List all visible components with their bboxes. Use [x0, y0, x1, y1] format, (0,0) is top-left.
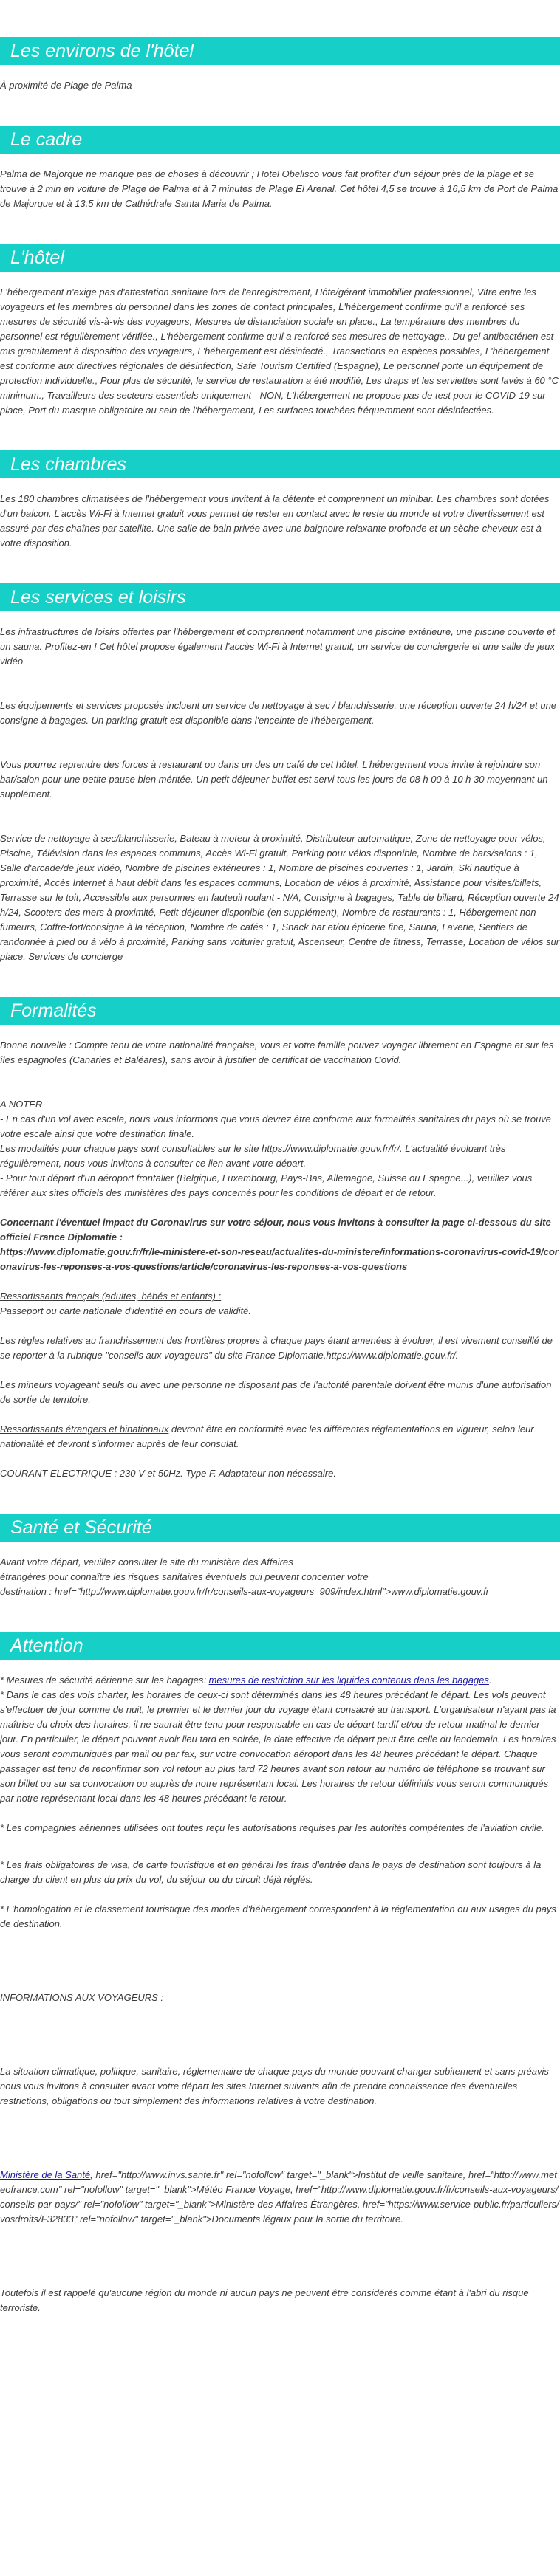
attention-item: * Les compagnies aériennes utilisées ont toutes reçu les autorisations requises par les autorités compétentes de l'aviation civile. [0, 1822, 544, 1833]
section-title-formalites: Formalités [0, 997, 560, 1025]
ressortissants-etrangers-text: devront être en conformité avec les différentes réglementations en vigueur, selon leur nationalité et devront s'informer auprès de leur consulat. [0, 1423, 534, 1449]
ressortissants-etrangers-label: Ressortissants étrangers et binationaux [0, 1423, 169, 1435]
section-title-cadre: Le cadre [0, 126, 560, 154]
section-title-environs: Les environs de l'hôtel [0, 37, 560, 65]
note-item: - Pour tout départ d'un aéroport frontalier (Belgique, Luxembourg, Pays-Bas, Allemagne, Suisse ou Espagne...), veuillez vous référer aux sites officiels des ministères des pays concernés pour les conditions de départ et de retour. [0, 1172, 533, 1198]
note-label: A NOTER [0, 1099, 43, 1110]
section-title-services: Les services et loisirs [0, 583, 560, 611]
sante-line: Avant votre départ, veuillez consulter le site du ministère des Affaires [0, 1556, 293, 1567]
note-item: - En cas d'un vol avec escale, nous vous informons que vous devrez être conforme aux formalités sanitaires du pays où se trouve votre escale ainsi que votre destination finale. [0, 1113, 552, 1139]
section-title-sante: Santé et Sécurité [0, 1514, 560, 1542]
attention-item-bagages [0, 1673, 560, 1688]
hotel-text: L'hébergement n'exige pas d'attestation sanitaire lors de l'enregistrement, Hôte/gérant immobilier professionnel, Vitre entre les voyageurs et les membres du personnel dans les zones de contact principales, L'hébergement confirme qu'il a renforcé ses mesures de sécurité vis-à-vis des voyageurs, Mesures de distanciation sociale en place., La température des membres du personnel est régulièrement vérifiée., L'hébergement confirme qu'il a renforcé ses mesures de nettoyage., Du gel antibactérien est mis gratuitement à disposition des voyageurs, L'hébergement est désinfecté., Transactions en espèces possibles, L'hébergement est conforme aux directives régionales de désinfection, Safe Tourism Certified (Espagne), Le personnel porte un équipement de protection individuelle., Pour plus de sécurité, le service de restauration a été modifié, Les draps et les serviettes sont lavés à 60 °C minimum., Travailleurs des secteurs essentiels uniquement - NON, L'hébergement ne propose pas de test pour le COVID-19 sur place, Port du masque obligatoire au sein de l'hébergement, Les surfaces touchées fréquemment sont désinfectées. [0, 286, 559, 416]
services-paragraph: Les équipements et services proposés incluent un service de nettoyage à sec / blanchisserie, une réception ouverte 24 h/24 et une consigne à bagages. Un parking gratuit est disponible dans l'enceinte de l'hébergement. [0, 700, 557, 726]
attention-item-suffix: . [488, 1675, 492, 1686]
section-content-sante [0, 1555, 560, 1599]
section-title-hotel: L'hôtel [0, 244, 560, 272]
ressortissants-francais-label: Ressortissants français (adultes, bébés et enfants) : [0, 1291, 222, 1302]
section-content-environs [0, 78, 560, 93]
attention-item: * L'homologation et le classement touristique des modes d'hébergement correspondent à la réglementation ou aux usages du pays de destination. [0, 1903, 556, 1929]
ressortissants-francais-text: Passeport ou carte nationale d'identité en cours de validité. [0, 1305, 251, 1316]
section-title-attention: Attention [0, 1632, 560, 1660]
section-hotel [0, 244, 560, 418]
attention-item: * Les frais obligatoires de visa, de carte touristique et en général les frais d'entrée dans le pays de destination sont toujours à la charge du client en plus du prix du vol, du séjour ou du circuit déjà réglés. [0, 1859, 542, 1885]
section-content-services [0, 625, 560, 964]
liquides-restriction-link[interactable]: mesures de restriction sur les liquides contenus dans les bagages [208, 1675, 489, 1686]
sante-line: étrangères pour connaître les risques sanitaires éventuels qui peuvent concerner votre [0, 1571, 369, 1582]
section-content-attention [0, 1673, 560, 2315]
section-content-hotel [0, 285, 560, 418]
section-attention [0, 1632, 560, 2315]
mineurs-text: Les mineurs voyageant seuls ou avec une personne ne disposant pas de l'autorité parentale doivent être munis d'une autorisation de sortie de territoire. [0, 1379, 552, 1405]
coronavirus-link[interactable]: https://www.diplomatie.gouv.fr/fr/le-ministere-et-son-reseau/actualites-du-ministere/informations-coronavirus-covid-19/coronavirus-les-reponses-a-vos-questions/article/coronavirus-les-reponses-a-vos-questions [0, 1246, 559, 1272]
useful-links-text: , href="http://www.invs.sante.fr" rel="nofollow" target="_blank">Institut de veille sanitaire, href="http://www.meteofrance.com" rel="nofollow" target="_blank">Météo France Voyage, href="http://www.diplomatie.gouv.fr/fr/conseils-aux-voyageurs/conseils-par-pays/" rel="nofollow" target="_blank">Ministère des Affaires Étrangères, href="https://www.service-public.fr/particuliers/vosdroits/F32833" rel="nofollow" target="_blank">Documents légaux pour la sortie du territoire. [0, 2169, 559, 2225]
section-environs [0, 37, 560, 93]
info-paragraph: La situation climatique, politique, sanitaire, réglementaire de chaque pays du monde pouvant changer subitement et sans préavis [0, 2066, 549, 2077]
attention-item-prefix: * Mesures de sécurité aérienne sur les bagages: [0, 1675, 209, 1686]
note-item: Les modalités pour chaque pays sont consultables sur le site https://www.diplomatie.gouv.fr/fr/. L'actualité évoluant très régulièrement, nous vous invitons à consulter ce lien avant votre départ. [0, 1143, 506, 1169]
section-formalites [0, 997, 560, 1481]
cadre-text: Palma de Majorque ne manque pas de choses à découvrir ; Hotel Obelisco vous fait profiter d'un séjour près de la plage et se trouve à 2 min en voiture de Plage de Palma et à 7 minutes de Plage El Arenal. Cet hôtel 4,5 se trouve à 16,5 km de Port de Palma de Majorque et à 13,5 km de Cathédrale Santa Maria de Palma. [0, 168, 559, 209]
regles-frontieres: Les règles relatives au franchissement des frontières propres à chaque pays étant amenées à évoluer, il est vivement conseillé de se reporter à la rubrique "conseils aux voyageurs" du site France Diplomatie,https://www.diplomatie.gouv.fr/. [0, 1335, 553, 1361]
courant-electrique: COURANT ELECTRIQUE : 230 V et 50Hz. Type F. Adaptateur non nécessaire. [0, 1468, 336, 1479]
services-paragraph: Vous pourrez reprendre des forces à restaurant ou dans un des un café de cet hôtel. L'hébergement vous invite à rejoindre son bar/salon pour une petite pause bien méritée. Un petit déjeuner buffet est servi tous les jours de 08 h 00 à 10 h 30 moyennant un supplément. [0, 759, 548, 800]
section-services [0, 583, 560, 964]
section-title-chambres: Les chambres [0, 450, 560, 478]
useful-links [0, 2168, 560, 2227]
sante-line: destination : href="http://www.diplomatie.gouv.fr/fr/conseils-aux-voyageurs_909/index.html">www.diplomatie.gouv.fr [0, 1586, 489, 1597]
info-paragraph: nous vous invitons à consulter avant votre départ les sites Internet suivants afin de prendre connaissance des éventuelles restrictions, obligations ou tout simplement des informations relatives à votre destination. [0, 2081, 518, 2106]
section-content-formalites [0, 1038, 560, 1481]
terrorisme-notice: Toutefois il est rappelé qu'aucune région du monde ni aucun pays ne peuvent être considérés comme étant à l'abri du risque terroriste. [0, 2287, 529, 2313]
services-amenities-list: Service de nettoyage à sec/blanchisserie, Bateau à moteur à proximité, Distributeur automatique, Zone de nettoyage pour vélos, Piscine, Télévision dans les espaces communs, Accès Wi-Fi gratuit, Parking pour vélos disponible, Nombre de bars/salons : 1, Salle d'arcade/de jeux vidéo, Nombre de piscines extérieures : 1, Nombre de piscines couvertes : 1, Jardin, Ski nautique à proximité, Accès Internet à haut débit dans les espaces communs, Location de vélos à proximité, Assistance pour visites/billets, Terrasse sur le toit, Accessible aux personnes en fauteuil roulant - N/A, Consigne à bagages, Table de billard, Réception ouverte 24 h/24, Scooters des mers à proximité, Petit-déjeuner disponible (en supplément), Nombre de restaurants : 1, Hébergement non-fumeurs, Coffre-fort/consigne à la réception, Nombre de cafés : 1, Snack bar et/ou épicerie fine, Sauna, Laverie, Sentiers de randonnée à pied ou à vélo à proximité, Parking sans voiturier gratuit, Ascenseur, Centre de fitness, Terrasse, Location de vélos sur place, Services de concierge [0, 833, 560, 962]
attention-item: * Dans le cas des vols charter, les horaires de ceux-ci sont déterminés dans les 48 heures précédant le départ. Les vols peuvent s'effectuer de jour comme de nuit, le premier et le dernier jour du voyage étant consacré au transport. L'organisateur n'ayant pas la maîtrise du choix des horaires, il ne saurait être tenu pour responsable en cas de départ tardif et/ou de retour matinal le dernier jour. En particulier, le départ pouvant avoir lieu tard en soirée, la date effective de départ peut être celle du lendemain. Les horaires vous seront communiqués par mail ou par fax, sur votre convocation aéroport dans les 48 heures précédant le départ. Chaque passager est tenu de reconfirmer son vol retour au plus tard 72 heures avant son retour au numéro de téléphone se trouvant sur son billet ou sur sa convocation ou auprès de notre représentant local. Les horaires de retour définitifs vous seront communiqués par notre représentant local dans les 48 heures précédant le retour. [0, 1689, 556, 1804]
chambres-text: Les 180 chambres climatisées de l'hébergement vous invitent à la détente et comprennent un minibar. Les chambres sont dotées d'un balcon. L'accès Wi-Fi à Internet gratuit vous permet de rester en contact avec le reste du monde et votre divertissement est assuré par des chaînes par satellite. Une salle de bain privée avec une baignoire relaxante profonde et un sèche-cheveux est à votre disposition. [0, 493, 550, 549]
section-chambres [0, 450, 560, 551]
section-sante [0, 1514, 560, 1599]
ressortissants-etrangers [0, 1422, 560, 1452]
section-cadre [0, 126, 560, 211]
coronavirus-notice: Concernant l'éventuel impact du Coronavirus sur votre séjour, nous vous invitons à consulter la page ci-dessous du site officiel France Diplomatie : [0, 1217, 551, 1243]
services-paragraph: Les infrastructures de loisirs offertes par l'hébergement et comprennent notamment une piscine extérieure, une piscine couverte et un sauna. Profitez-en ! Cet hôtel propose également l'accès Wi-Fi à Internet gratuit, un service de conciergerie et une salle de jeux vidéo. [0, 626, 556, 667]
ministere-sante-link[interactable]: Ministère de la Santé [0, 2169, 91, 2180]
formalites-intro: Bonne nouvelle : Compte tenu de votre nationalité française, vous et votre famille pouvez voyager librement en Espagne et sur les îles espagnoles (Canaries et Baléares), sans avoir à justifier de certificat de vaccination Covid. [0, 1040, 554, 1065]
info-voyageurs-label: INFORMATIONS AUX VOYAGEURS : [0, 1992, 164, 2003]
section-content-chambres [0, 492, 560, 551]
section-content-cadre [0, 167, 560, 211]
environs-text: À proximité de Plage de Palma [0, 80, 132, 91]
